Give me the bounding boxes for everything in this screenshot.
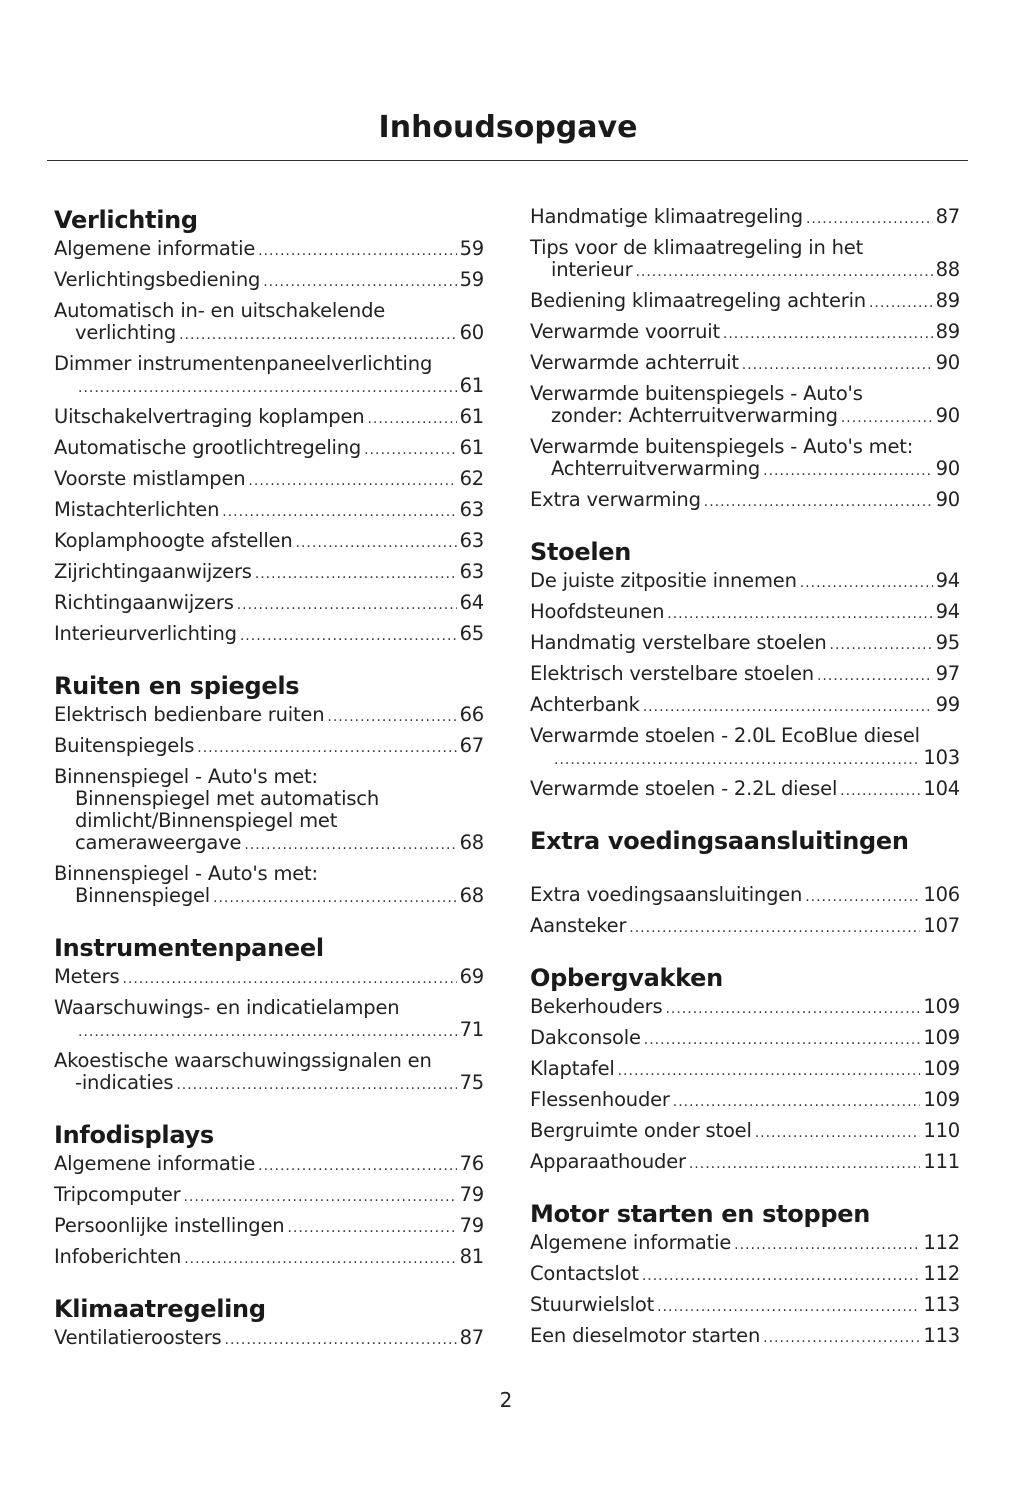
toc-entry[interactable] <box>54 766 484 856</box>
entry-page-number: 99 <box>935 693 960 716</box>
toc-entry[interactable] <box>54 499 484 523</box>
entry-title-line: interieur <box>551 258 633 281</box>
entry-page-number: 113 <box>923 1293 960 1316</box>
entry-last-line <box>530 1232 960 1256</box>
toc-entry[interactable] <box>530 1232 960 1256</box>
toc-entry[interactable] <box>54 238 484 262</box>
entry-page-number: 79 <box>459 1214 484 1237</box>
entry-title-line: Dimmer instrumentenpaneelverlichting <box>54 352 433 375</box>
toc-entry[interactable] <box>54 966 484 990</box>
dot-leader <box>805 886 920 908</box>
toc-entry[interactable] <box>54 300 484 346</box>
entry-title-line: Algemene informatie <box>54 237 256 260</box>
entry-last-line <box>530 352 960 376</box>
dot-leader <box>840 780 920 802</box>
entry-title-line: Verwarmde stoelen - 2.2L diesel <box>530 777 838 800</box>
toc-entry[interactable] <box>530 663 960 687</box>
toc-entry[interactable] <box>530 206 960 230</box>
entry-last-line <box>530 1027 960 1051</box>
toc-entry[interactable] <box>530 321 960 345</box>
entry-last-line <box>54 1327 484 1351</box>
entry-last-line <box>54 1072 484 1096</box>
dot-leader <box>258 240 456 262</box>
dot-leader <box>734 1234 920 1256</box>
entry-title-line: cameraweergave <box>75 831 242 854</box>
toc-entry[interactable] <box>530 290 960 314</box>
toc-entry[interactable] <box>54 530 484 554</box>
dot-leader <box>364 439 456 461</box>
entry-page-number: 63 <box>459 498 484 521</box>
toc-entry[interactable] <box>54 1050 484 1096</box>
entry-title-line: verlichting <box>75 321 177 344</box>
entry-page-number: 68 <box>459 831 484 854</box>
entry-last-line <box>530 405 960 429</box>
entry-title-line: Verwarmde buitenspiegels - Auto's met: <box>530 435 914 458</box>
dot-leader <box>673 1091 921 1113</box>
entry-page-number: 69 <box>459 965 484 988</box>
entry-page-number: 112 <box>923 1231 960 1254</box>
entry-page-number: 104 <box>923 777 960 800</box>
entry-last-line <box>54 437 484 461</box>
entry-page-number: 110 <box>923 1119 960 1142</box>
entry-page-number: 59 <box>459 268 484 291</box>
toc-entry[interactable] <box>530 237 960 283</box>
entry-last-line <box>54 499 484 523</box>
toc-entry[interactable] <box>530 1325 960 1349</box>
toc-entry[interactable] <box>530 436 960 482</box>
dot-leader <box>78 1021 457 1043</box>
entry-title-line: Bekerhouders <box>530 995 663 1018</box>
entry-page-number: 103 <box>923 746 960 769</box>
entry-page-number: 76 <box>459 1152 484 1175</box>
entry-last-line <box>530 747 960 771</box>
entry-title-line: Tripcomputer <box>54 1183 181 1206</box>
toc-entry[interactable] <box>54 1246 484 1270</box>
dot-leader <box>800 572 933 594</box>
dot-leader <box>296 532 457 554</box>
dot-leader <box>817 665 933 687</box>
entry-last-line <box>54 561 484 585</box>
toc-entry[interactable] <box>530 915 960 939</box>
dot-leader <box>704 491 933 513</box>
dot-leader <box>240 625 457 647</box>
entry-page-number: 65 <box>459 622 484 645</box>
dot-leader <box>287 1217 456 1239</box>
entry-title-line: Binnenspiegel - Auto's met: <box>54 765 318 788</box>
entry-page-number: 106 <box>923 883 960 906</box>
toc-entry[interactable] <box>530 1058 960 1082</box>
entry-title-line: Achterruitverwarming <box>551 457 761 480</box>
entry-last-line <box>54 966 484 990</box>
entry-title-line: Binnenspiegel - Auto's met: <box>54 862 318 885</box>
entry-title-line: Contactslot <box>530 1262 639 1285</box>
section-heading: Infodisplays <box>54 1121 214 1149</box>
dot-leader <box>742 354 933 376</box>
dot-leader <box>248 470 456 492</box>
toc-entry[interactable] <box>530 1027 960 1051</box>
entry-title-line: Automatische grootlichtregeling <box>54 436 362 459</box>
dot-leader <box>213 887 457 909</box>
section-heading: Stoelen <box>530 538 632 566</box>
entry-page-number: 109 <box>923 1026 960 1049</box>
section-heading: Motor starten en stoppen <box>530 1200 870 1228</box>
entry-last-line <box>530 1089 960 1113</box>
dot-leader <box>665 998 920 1020</box>
entry-title-line: Infoberichten <box>54 1245 182 1268</box>
entry-title-line: Dakconsole <box>530 1026 641 1049</box>
entry-title-line: Handmatig verstelbare stoelen <box>530 631 827 654</box>
entry-title-line: Extra voedingsaansluitingen <box>530 883 803 906</box>
toc-entry[interactable] <box>54 1327 484 1351</box>
entry-title-line: Klaptafel <box>530 1057 615 1080</box>
toc-entry[interactable] <box>530 778 960 802</box>
toc-entry[interactable] <box>54 353 484 399</box>
entry-title-line: Interieurverlichting <box>54 622 237 645</box>
dot-leader <box>263 271 456 293</box>
toc-entry[interactable] <box>530 489 960 513</box>
dot-leader <box>723 323 933 345</box>
entry-page-number: 90 <box>935 351 960 374</box>
dot-leader <box>78 377 457 399</box>
entry-page-number: 94 <box>935 600 960 623</box>
toc-entry[interactable] <box>530 1151 960 1175</box>
entry-last-line <box>54 592 484 616</box>
entry-title-line: Koplamphoogte afstellen <box>54 529 293 552</box>
entry-page-number: 62 <box>459 467 484 490</box>
entry-title-line: -indicaties <box>75 1071 174 1094</box>
entry-page-number: 61 <box>459 436 484 459</box>
entry-page-number: 87 <box>935 205 960 228</box>
entry-last-line <box>54 735 484 759</box>
toc-entry[interactable] <box>54 997 484 1043</box>
entry-title-line: Ventilatieroosters <box>54 1326 222 1349</box>
section-heading: Instrumentenpaneel <box>54 934 324 962</box>
entry-title-line: Achterbank <box>530 693 640 716</box>
entry-last-line <box>530 259 960 283</box>
entry-page-number: 109 <box>923 1088 960 1111</box>
entry-page-number: 60 <box>459 321 484 344</box>
entry-title-line: Buitenspiegels <box>54 734 195 757</box>
entry-page-number: 109 <box>923 995 960 1018</box>
entry-title-line: Zijrichtingaanwijzers <box>54 560 252 583</box>
entry-last-line <box>54 530 484 554</box>
entry-last-line <box>530 206 960 230</box>
entry-last-line <box>54 269 484 293</box>
page-title: Inhoudsopgave <box>378 110 638 145</box>
entry-page-number: 94 <box>935 569 960 592</box>
dot-leader <box>869 292 933 314</box>
entry-page-number: 109 <box>923 1057 960 1080</box>
toc-entry[interactable] <box>54 704 484 728</box>
dot-leader <box>806 208 933 230</box>
entry-last-line <box>530 1263 960 1287</box>
toc-column-left <box>54 205 484 1358</box>
entry-title-line: Extra verwarming <box>530 488 701 511</box>
toc-entry[interactable] <box>54 468 484 492</box>
entry-last-line <box>54 885 484 909</box>
entry-page-number: 66 <box>459 703 484 726</box>
entry-last-line <box>530 290 960 314</box>
entry-title-line: Persoonlijke instellingen <box>54 1214 285 1237</box>
toc-entry[interactable] <box>54 623 484 647</box>
entry-title-line: Hoofdsteunen <box>530 600 665 623</box>
toc-entry[interactable] <box>54 1184 484 1208</box>
entry-title-line: Algemene informatie <box>530 1231 732 1254</box>
section-heading: Opbergvakken <box>530 964 723 992</box>
page-number: 2 <box>499 1388 513 1412</box>
dot-leader <box>841 407 933 429</box>
entry-last-line <box>530 996 960 1020</box>
toc-entry[interactable] <box>530 632 960 656</box>
entry-title-line: Richtingaanwijzers <box>54 591 234 614</box>
dot-leader <box>689 1153 921 1175</box>
entry-title-line: Elektrisch verstelbare stoelen <box>530 662 814 685</box>
entry-page-number: 97 <box>935 662 960 685</box>
entry-last-line <box>54 238 484 262</box>
entry-page-number: 75 <box>459 1071 484 1094</box>
entry-page-number: 95 <box>935 631 960 654</box>
dot-leader <box>237 594 457 616</box>
entry-last-line <box>530 458 960 482</box>
toc-entry[interactable] <box>530 352 960 376</box>
entry-page-number: 89 <box>935 320 960 343</box>
entry-title-line: Verwarmde voorruit <box>530 320 720 343</box>
dot-leader <box>225 1329 457 1351</box>
entry-title-line: Verwarmde buitenspiegels - Auto's <box>530 382 863 405</box>
entry-last-line <box>530 1120 960 1144</box>
toc-entry[interactable] <box>54 437 484 461</box>
entry-title-line: dimlicht/Binnenspiegel met <box>75 809 338 832</box>
entry-title-line: Mistachterlichten <box>54 498 220 521</box>
entry-page-number: 71 <box>459 1018 484 1041</box>
toc-entry[interactable] <box>530 725 960 771</box>
section-heading: Verlichting <box>54 206 198 234</box>
entry-last-line <box>530 601 960 625</box>
entry-last-line <box>530 884 960 908</box>
entry-last-line <box>54 322 484 346</box>
dot-leader <box>657 1296 920 1318</box>
entry-last-line <box>530 489 960 513</box>
toc-entry[interactable] <box>54 863 484 909</box>
toc-entry[interactable] <box>54 269 484 293</box>
entry-last-line <box>54 832 484 856</box>
entry-page-number: 87 <box>459 1326 484 1349</box>
entry-last-line <box>54 623 484 647</box>
entry-title-line: Flessenhouder <box>530 1088 670 1111</box>
entry-title-line: Automatisch in- en uitschakelende <box>54 299 386 322</box>
dot-leader <box>554 749 920 771</box>
section-heading: Extra voedingsaansluitingen <box>530 827 909 855</box>
entry-page-number: 61 <box>459 405 484 428</box>
entry-title-line: Tips voor de klimaatregeling in het <box>530 236 864 259</box>
section-heading: Klimaatregeling <box>54 1295 266 1323</box>
dot-leader <box>642 1265 921 1287</box>
entry-last-line <box>54 406 484 430</box>
entry-page-number: 89 <box>935 289 960 312</box>
entry-title-line: Uitschakelvertraging koplampen <box>54 405 365 428</box>
entry-last-line <box>54 375 484 399</box>
entry-page-number: 63 <box>459 529 484 552</box>
toc-entry[interactable] <box>54 406 484 430</box>
dot-leader <box>197 737 456 759</box>
toc-entry[interactable] <box>530 996 960 1020</box>
dot-leader <box>629 917 920 939</box>
dot-leader <box>222 501 456 523</box>
toc-entry[interactable] <box>530 694 960 718</box>
entry-title-line: Binnenspiegel met automatisch <box>75 787 379 810</box>
entry-last-line <box>530 1294 960 1318</box>
entry-last-line <box>54 1019 484 1043</box>
entry-page-number: 90 <box>935 488 960 511</box>
dot-leader <box>176 1074 456 1096</box>
title-divider <box>47 160 968 161</box>
dot-leader <box>255 563 457 585</box>
entry-title-line: Waarschuwings- en indicatielampen <box>54 996 400 1019</box>
entry-page-number: 111 <box>923 1150 960 1173</box>
entry-page-number: 59 <box>459 237 484 260</box>
toc-entry[interactable] <box>530 1294 960 1318</box>
entry-page-number: 90 <box>935 404 960 427</box>
entry-page-number: 81 <box>459 1245 484 1268</box>
dot-leader <box>763 460 932 482</box>
toc-entry[interactable] <box>530 1089 960 1113</box>
dot-leader <box>643 696 933 718</box>
entry-last-line <box>54 1246 484 1270</box>
entry-page-number: 112 <box>923 1262 960 1285</box>
entry-title-line: Bergruimte onder stoel <box>530 1119 752 1142</box>
entry-title-line: Verwarmde achterruit <box>530 351 739 374</box>
entry-last-line <box>54 1153 484 1177</box>
entry-page-number: 67 <box>459 734 484 757</box>
entry-last-line <box>530 570 960 594</box>
dot-leader <box>327 706 456 728</box>
entry-title-line: Verlichtingsbediening <box>54 268 261 291</box>
entry-last-line <box>530 1058 960 1082</box>
entry-title-line: Stuurwielslot <box>530 1293 655 1316</box>
entry-title-line: Een dieselmotor starten <box>530 1324 761 1347</box>
entry-title-line: Apparaathouder <box>530 1150 686 1173</box>
dot-leader <box>184 1186 457 1208</box>
entry-page-number: 68 <box>459 884 484 907</box>
entry-page-number: 63 <box>459 560 484 583</box>
entry-title-line: De juiste zitpositie innemen <box>530 569 797 592</box>
toc-entry[interactable] <box>54 561 484 585</box>
entry-last-line <box>530 1151 960 1175</box>
entry-page-number: 88 <box>935 258 960 281</box>
toc-entry[interactable] <box>530 570 960 594</box>
toc-entry[interactable] <box>530 601 960 625</box>
section-heading: Ruiten en spiegels <box>54 672 300 700</box>
entry-page-number: 90 <box>935 457 960 480</box>
dot-leader <box>367 408 456 430</box>
entry-last-line <box>530 632 960 656</box>
dot-leader <box>179 324 457 346</box>
entry-page-number: 64 <box>459 591 484 614</box>
toc-entry[interactable] <box>530 1120 960 1144</box>
entry-title-line: Elektrisch bedienbare ruiten <box>54 703 325 726</box>
dot-leader <box>244 834 456 856</box>
entry-title-line: Aansteker <box>530 914 627 937</box>
dot-leader <box>122 968 456 990</box>
entry-title-line: Voorste mistlampen <box>54 467 246 490</box>
dot-leader <box>644 1029 921 1051</box>
entry-last-line <box>530 694 960 718</box>
entry-last-line <box>54 468 484 492</box>
entry-last-line <box>530 778 960 802</box>
entry-title-line: Meters <box>54 965 120 988</box>
entry-title-line: Handmatige klimaatregeling <box>530 205 803 228</box>
entry-last-line <box>530 663 960 687</box>
dot-leader <box>258 1155 456 1177</box>
entry-title-line: Verwarmde stoelen - 2.0L EcoBlue diesel <box>530 724 920 747</box>
dot-leader <box>618 1060 921 1082</box>
toc-entry[interactable] <box>54 1153 484 1177</box>
entry-title-line: Akoestische waarschuwingssignalen en <box>54 1049 432 1072</box>
entry-page-number: 79 <box>459 1183 484 1206</box>
entry-last-line <box>54 1184 484 1208</box>
entry-title-line: Algemene informatie <box>54 1152 256 1175</box>
dot-leader <box>184 1248 456 1270</box>
toc-entry[interactable] <box>530 383 960 429</box>
entry-title-line: Bediening klimaatregeling achterin <box>530 289 866 312</box>
dot-leader <box>635 261 932 283</box>
entry-page-number: 61 <box>459 374 484 397</box>
dot-leader <box>763 1327 920 1349</box>
entry-page-number: 107 <box>923 914 960 937</box>
entry-title-line: zonder: Achterruitverwarming <box>551 404 838 427</box>
toc-column-right <box>530 206 960 1356</box>
entry-page-number: 113 <box>923 1324 960 1347</box>
toc-entry[interactable] <box>54 592 484 616</box>
entry-last-line <box>530 1325 960 1349</box>
toc-entry[interactable] <box>530 884 960 908</box>
entry-title-line: Binnenspiegel <box>75 884 211 907</box>
entry-last-line <box>530 321 960 345</box>
toc-entry[interactable] <box>530 1263 960 1287</box>
entry-last-line <box>54 704 484 728</box>
dot-leader <box>755 1122 921 1144</box>
dot-leader <box>667 603 932 625</box>
toc-entry[interactable] <box>54 735 484 759</box>
entry-last-line <box>54 1215 484 1239</box>
toc-entry[interactable] <box>54 1215 484 1239</box>
entry-last-line <box>530 915 960 939</box>
dot-leader <box>830 634 933 656</box>
